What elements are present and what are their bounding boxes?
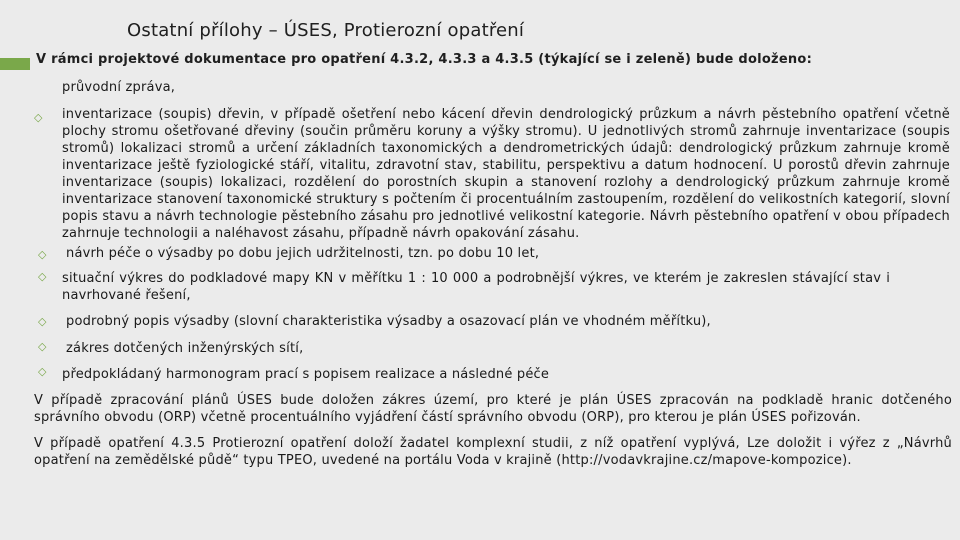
paragraph-uses: V případě zpracování plánů ÚSES bude doložen zákres území, pro které je plán ÚSES zpracován na podkladě hranic dotčeného správního obvodu (ORP) včetně procentuálního vyjádření částí správního obvodu (ORP), pro kterou je plán ÚSES pořizován. <box>34 393 952 425</box>
bullet-item: průvodní zpráva, <box>62 80 176 95</box>
bullet-item: podrobný popis výsadby (slovní charakteristika výsadby a osazovací plán ve vhodném měřítku), <box>66 314 711 329</box>
bullet-item: zákres dotčených inženýrských sítí, <box>66 341 304 356</box>
diamond-bullet-icon: ◇ <box>38 248 47 261</box>
diamond-bullet-icon: ◇ <box>38 270 47 283</box>
diamond-bullet-icon: ◇ <box>38 315 47 328</box>
accent-bar <box>0 58 30 70</box>
bullet-item: situační výkres do podkladové mapy KN v měřítku 1 : 10 000 a podrobnější výkres, ve kterém je zakreslen stávající stav i navrhované řešení, <box>62 271 890 303</box>
diamond-bullet-icon: ◇ <box>38 340 47 353</box>
intro-text: V rámci projektové dokumentace pro opatření 4.3.2, 4.3.3 a 4.3.5 (týkající se i zeleně) bude doloženo: <box>36 52 813 67</box>
paragraph-protierozni: V případě opatření 4.3.5 Protierozní opatření doloží žadatel komplexní studii, z níž opatření vyplývá, Lze doložit i výřez z „Návrhů opatření na zemědělské půdě“ typu TPEO, uvedené na portálu Voda v krajině (http://vodavkrajine.cz/mapove-kompozice). <box>34 436 952 468</box>
slide-title: Ostatní přílohy – ÚSES, Protierozní opatření <box>127 20 525 41</box>
bullet-item: návrh péče o výsadby po dobu jejich udržitelnosti, tzn. po dobu 10 let, <box>66 246 540 261</box>
diamond-bullet-icon: ◇ <box>38 365 47 378</box>
bullet-item: předpokládaný harmonogram prací s popisem realizace a následné péče <box>62 367 550 382</box>
diamond-bullet-icon: ◇ <box>34 111 43 124</box>
bullet-item: inventarizace (soupis) dřevin, v případě ošetření nebo kácení dřevin dendrologický průzkum a návrh pěstebního opatření včetně plochy stromu ošetřované dřeviny (součin průměru koruny a výšky stromu). U jednotlivých stromů zahrnuje inventarizace (soupis stromů) lokalizaci stromů a určení základních taxonomických a dendrometrických údajů: dendrologický průzkum zahrnuje kromě inventarizace ještě fyziologické stáří, vitalitu, zdravotní stav, stabilitu, perspektivu a datum hodnocení. U porostů dřevin zahrnuje inventarizace (soupis) lokalizaci, rozdělení do porostních skupin a stanovení rozlohy a dendrologický průzkum zahrnuje kromě inventarizace stanovení taxonomické struktury s počtením či procentuálním zastoupením, rozdělení do velikostních kategorií, slovní popis stavu a návrh technologie pěstebního zásahu pro jednotlivé velikostní kategorie. Návrh pěstebního opatření v obou případech zahrnuje technologii a naléhavost zásahu, případně návrh opakování zásahu. <box>62 107 950 241</box>
